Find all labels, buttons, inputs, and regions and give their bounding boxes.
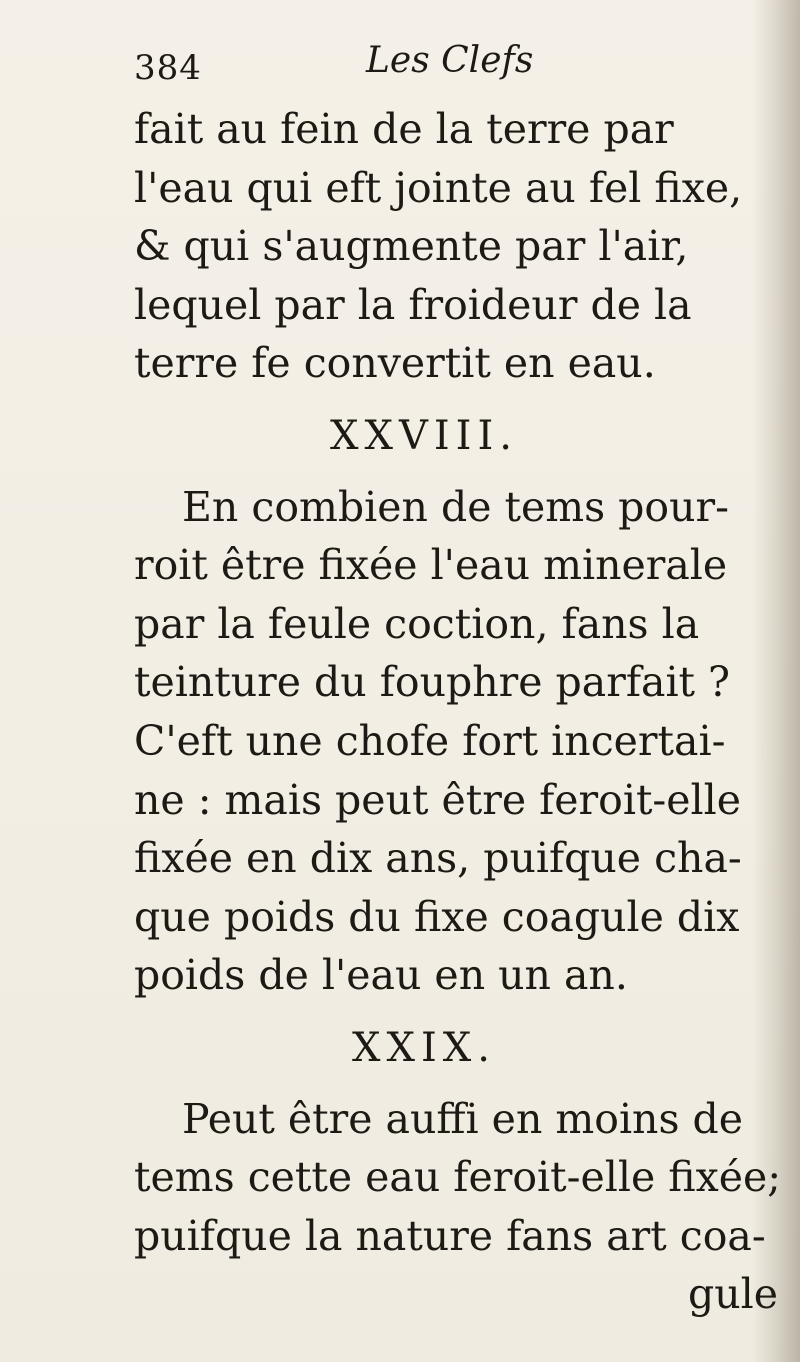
text-line: terre fe convertit en eau.: [134, 339, 656, 388]
text-line: teinture du fouphre parfait ?: [134, 658, 731, 707]
section-heading: XXIX.: [352, 1024, 496, 1071]
catchword: gule: [687, 1270, 778, 1319]
text-line: l'eau qui eft jointe au fel fixe,: [134, 163, 743, 212]
page-header: [134, 40, 694, 100]
section-heading: XXVIII.: [330, 412, 518, 459]
text-line: fait au fein de la terre par: [134, 105, 674, 153]
text-line: ne : mais peut être feroit-elle: [134, 775, 742, 824]
text-line: En combien de tems pour-: [182, 482, 729, 531]
text-line: roit être fixée l'eau minerale: [134, 541, 728, 590]
text-line: Peut être auffi en moins de: [182, 1094, 744, 1143]
text-line: & qui s'augmente par l'air,: [134, 222, 689, 271]
text-line: poids de l'eau en un an.: [134, 951, 628, 1000]
text-line: C'eft une chofe fort incertai-: [134, 716, 726, 765]
text-block: [134, 100, 784, 1324]
page-number: 384: [134, 48, 202, 88]
text-line: puifque la nature fans art coa-: [134, 1211, 766, 1260]
text-line: que poids du fixe coagule dix: [134, 892, 740, 941]
text-line: lequel par la froideur de la: [134, 280, 692, 329]
text-line: fixée en dix ans, puifque cha-: [134, 834, 742, 883]
running-title: Les Clefs: [366, 40, 534, 81]
text-line: tems cette eau feroit-elle fixée;: [134, 1153, 782, 1202]
text-line: par la feule coction, fans la: [134, 599, 700, 648]
